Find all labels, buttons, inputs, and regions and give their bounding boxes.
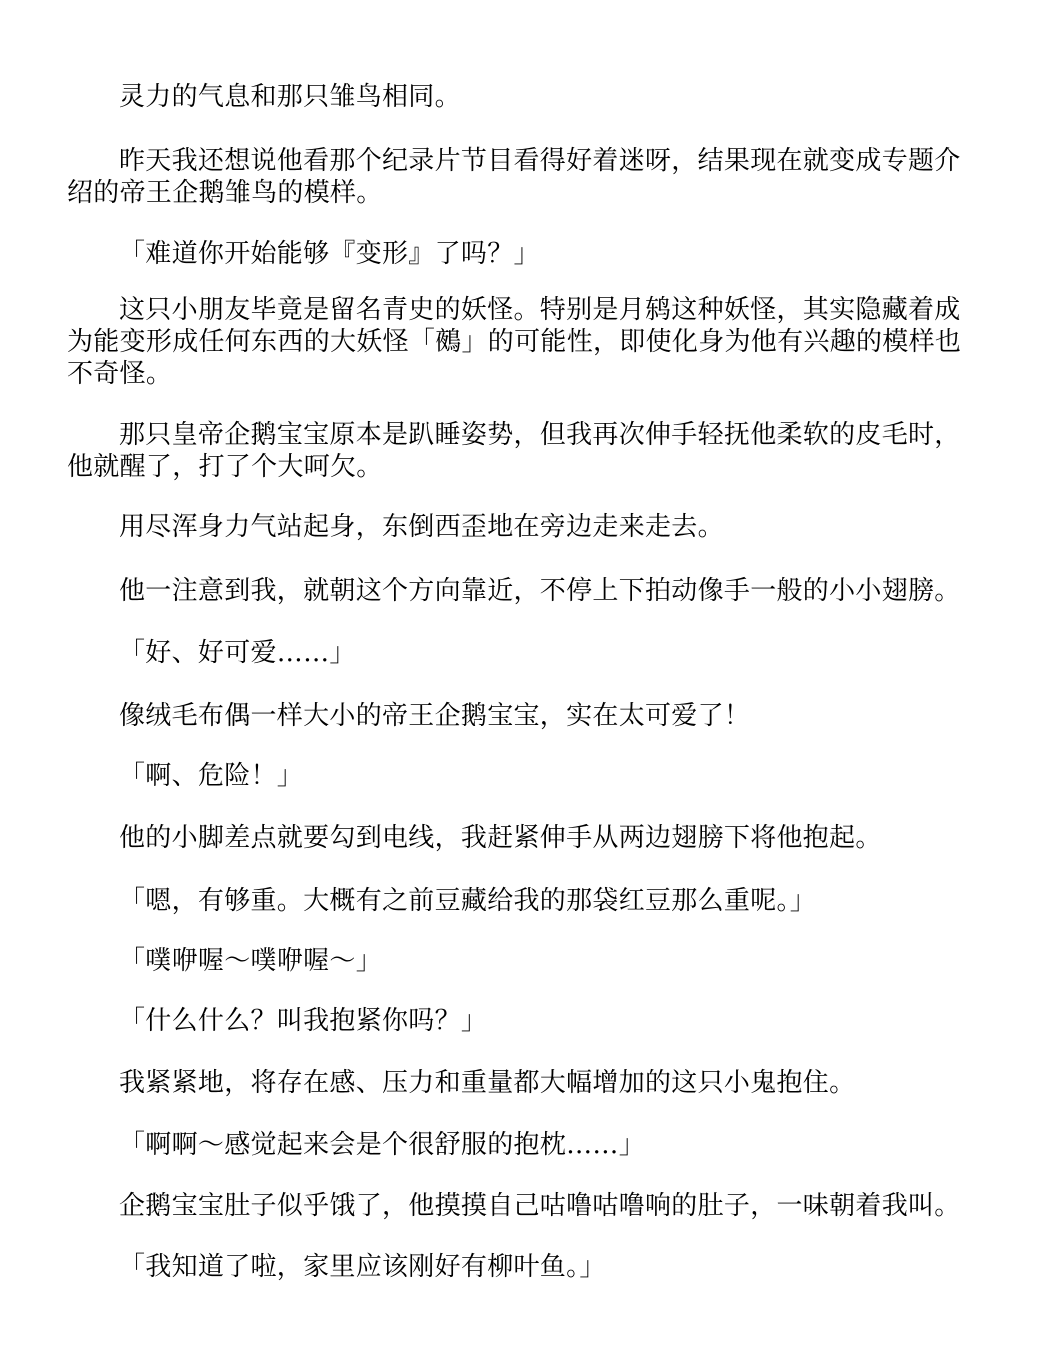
- paragraph-17: 企鹅宝宝肚子似乎饿了，他摸摸自己咕噜咕噜响的肚子，一味朝着我叫。: [119, 1191, 961, 1221]
- paragraph-2: 昨天我还想说他看那个纪录片节目看得好着迷呀，结果现在就变成专题介绍的帝王企鹅雏鸟的模样。: [67, 146, 961, 208]
- paragraph-6: 用尽浑身力气站起身，东倒西歪地在旁边走来走去。: [119, 512, 724, 542]
- paragraph-16: 「啊啊～感觉起来会是个很舒服的抱枕……」: [119, 1130, 646, 1160]
- paragraph-9: 像绒毛布偶一样大小的帝王企鹅宝宝，实在太可爱了！: [119, 701, 751, 731]
- paragraph-10: 「啊、危险！」: [119, 761, 304, 791]
- paragraph-18: 「我知道了啦，家里应该刚好有柳叶鱼。」: [119, 1252, 606, 1282]
- paragraph-13: 「噗咿喔～噗咿喔～」: [119, 946, 383, 976]
- paragraph-5: 那只皇帝企鹅宝宝原本是趴睡姿势，但我再次伸手轻抚他柔软的皮毛时，他就醒了，打了个大呵欠。: [67, 420, 961, 482]
- paragraph-7: 他一注意到我，就朝这个方向靠近，不停上下拍动像手一般的小小翅膀。: [119, 576, 961, 606]
- paragraph-1: 灵力的气息和那只雏鸟相同。: [119, 82, 461, 112]
- paragraph-11: 他的小脚差点就要勾到电线，我赶紧伸手从两边翅膀下将他抱起。: [119, 823, 882, 853]
- paragraph-12: 「嗯，有够重。大概有之前豆藏给我的那袋红豆那么重呢。」: [119, 886, 817, 916]
- paragraph-4: 这只小朋友毕竟是留名青史的妖怪。特别是月鸫这种妖怪，其实隐藏着成为能变形成任何东西的大妖怪「鵺」的可能性，即使化身为他有兴趣的模样也不奇怪。: [67, 295, 962, 389]
- paragraph-14: 「什么什么？叫我抱紧你吗？」: [119, 1006, 488, 1036]
- paragraph-15: 我紧紧地，将存在感、压力和重量都大幅增加的这只小鬼抱住。: [119, 1068, 856, 1098]
- paragraph-8: 「好、好可爱……」: [119, 638, 356, 668]
- paragraph-3: 「难道你开始能够『变形』了吗？」: [119, 239, 540, 269]
